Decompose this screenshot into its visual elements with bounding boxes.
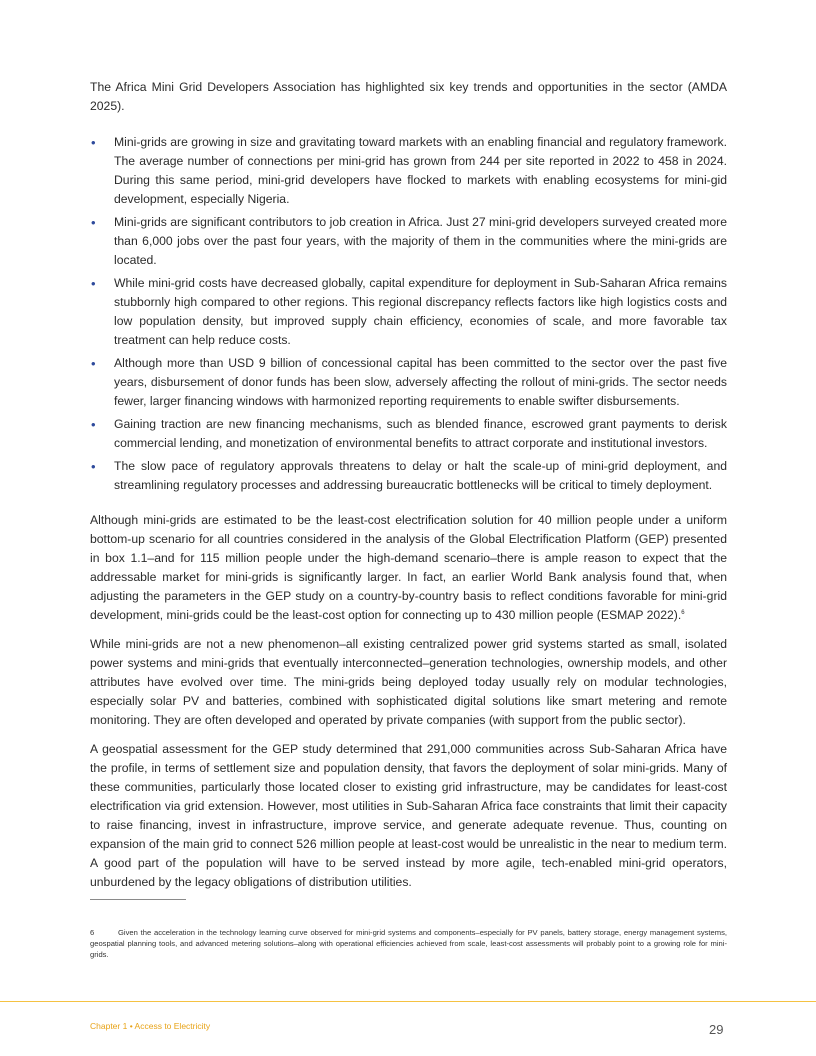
page-number: 29 <box>709 1022 724 1037</box>
footnote-text: Given the acceleration in the technology learning curve observed for mini-grid systems and components–especially for PV panels, battery storage, energy management systems, geospatial planning tools, and advanced metering solutions–along with operational efficiencies achieved from scale, least-cost assessments will probably point to a growing role for mini-grids. <box>90 928 727 959</box>
bullet-icon: • <box>91 356 96 371</box>
footnote-divider <box>90 899 186 900</box>
footnote <box>90 927 727 960</box>
list-item <box>90 133 727 209</box>
bullet-icon: • <box>91 135 96 150</box>
list-item <box>90 415 727 453</box>
footnote-ref[interactable]: 6 <box>681 609 685 616</box>
intro-paragraph: The Africa Mini Grid Developers Association has highlighted six key trends and opportunities in the sector (AMDA 2025). <box>90 80 727 113</box>
list-item-text: While mini-grid costs have decreased globally, capital expenditure for deployment in Sub-Saharan Africa remains stubbornly high compared to other regions. This regional discrepancy reflects factors like high logistics costs and low population density, but improved supply chain efficiency, economies of scale, and more favorable tax treatment can help reduce costs. <box>114 276 727 347</box>
bullet-icon: • <box>91 417 96 432</box>
paragraph-text: Although mini-grids are estimated to be the least-cost electrification solution for 40 million people under a uniform bottom-up scenario for all countries considered in the analysis of the Global Electrification Platform (GEP) presented in box 1.1–and for 115 million people under the high-demand scenario–there is ample reason to expect that the addressable market for mini-grids is significantly larger. In fact, an earlier World Bank analysis found that, when adjusting the parameters in the GEP study on a country-by-country basis to reflect conditions favorable for mini-grid development, mini-grids could be the least-cost option for connecting up to 430 million people (ESMAP 2022). <box>90 513 727 622</box>
list-item-text: Mini-grids are growing in size and gravitating toward markets with an enabling financial and regulatory framework. The average number of connections per mini-grid has grown from 244 per site reported in 2022 to 458 in 2024. During this same period, mini-grid developers have flocked to markets with enabling ecosystems for mini-gid development, especially Nigeria. <box>114 135 727 206</box>
trends-list <box>90 133 727 495</box>
list-item-text: Although more than USD 9 billion of concessional capital has been committed to the sector over the past five years, disbursement of donor funds has been slow, adversely affecting the rollout of mini-grids. The sector needs fewer, larger financing windows with harmonized reporting requirements to enable swifter disbursements. <box>114 356 727 408</box>
footnote-number: 6 <box>90 928 95 937</box>
list-item <box>90 457 727 495</box>
list-item <box>90 354 727 411</box>
list-item <box>90 213 727 270</box>
footer-chapter-label: Chapter 1 • Access to Electricity <box>90 1021 211 1031</box>
list-item-text: Mini-grids are significant contributors to job creation in Africa. Just 27 mini-grid developers surveyed created more than 6,000 jobs over the past four years, with the majority of them in the communities where the mini-grids are located. <box>114 215 727 267</box>
bullet-icon: • <box>91 459 96 474</box>
body-paragraph-history: While mini-grids are not a new phenomenon–all existing centralized power grid systems started as small, isolated power systems and mini-grids that eventually interconnected–generation technologies, ownership models, and other attributes have evolved over time. The mini-grids being deployed today usually rely on modular technologies, especially solar PV and batteries, combined with sophisticated digital solutions like smart metering and remote monitoring. They are often developed and operated by private companies (with support from the public sector). <box>90 637 727 727</box>
list-item-text: The slow pace of regulatory approvals threatens to delay or halt the scale-up of mini-grid deployment, and streamlining regulatory processes and addressing bureaucratic bottlenecks will be critical to timely deployment. <box>114 459 727 492</box>
page-content <box>90 78 727 902</box>
bullet-icon: • <box>91 276 96 291</box>
footer-divider <box>0 1001 816 1002</box>
body-paragraph-addressable-market <box>90 511 727 625</box>
body-paragraph-geospatial: A geospatial assessment for the GEP study determined that 291,000 communities across Sub-Saharan Africa have the profile, in terms of settlement size and population density, that favors the deployment of solar mini-grids. Many of these communities, particularly those located closer to existing grid infrastructure, may be candidates for least-cost electrification via grid extension. However, most utilities in Sub-Saharan Africa face constraints that limit their capacity to raise financing, invest in infrastructure, improve service, and generate adequate revenue. Thus, counting on expansion of the main grid to connect 526 million people at least-cost would be unrealistic in the near to medium term. A good part of the population will have to be served instead by more agile, tech-enabled mini-grid operators, unburdened by the legacy obligations of distribution utilities. <box>90 742 727 889</box>
list-item <box>90 274 727 350</box>
list-item-text: Gaining traction are new financing mechanisms, such as blended finance, escrowed grant payments to derisk commercial lending, and monetization of environmental benefits to attract corporate and institutional investors. <box>114 417 727 450</box>
bullet-icon: • <box>91 215 96 230</box>
